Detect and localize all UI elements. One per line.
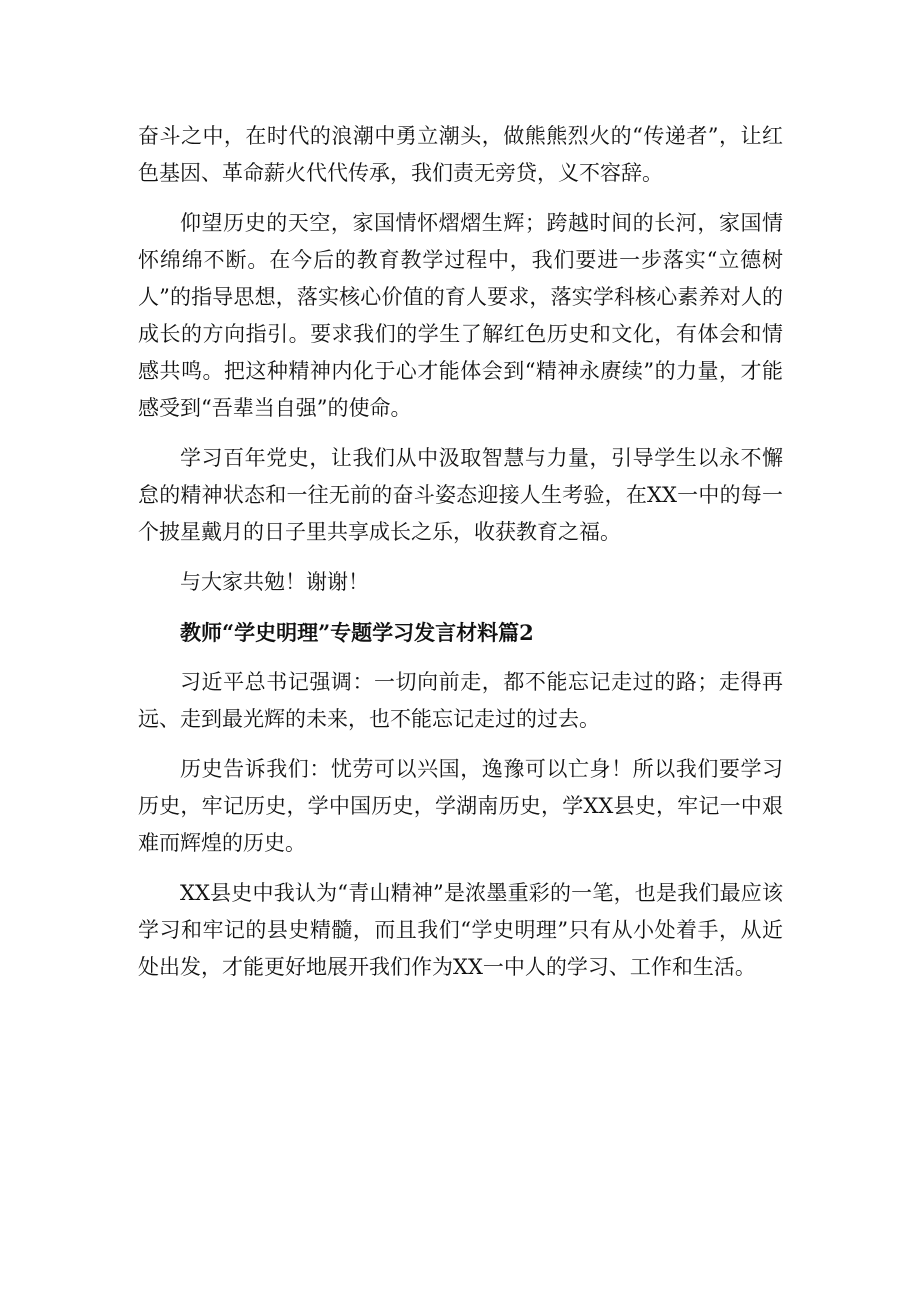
closing-paragraph: 与大家共勉！谢谢！ [180, 570, 369, 594]
continuation-paragraph: 奋斗之中，在时代的浪潮中勇立潮头，做熊熊烈火的“传递者”，让红色基因、革命薪火代代传承，我们责无旁贷，义不容辞。 [138, 124, 783, 185]
body-paragraph: XX县史中我认为“青山精神”是浓墨重彩的一笔，也是我们最应该学习和牢记的县史精髓，而且我们“学史明理”只有从小处着手，从近处出发，才能更好地展开我们作为XX一中人的学习、工作和生活。 [138, 881, 783, 979]
section-heading: 教师“学史明理”专题学习发言材料篇2 [180, 620, 534, 645]
body-paragraph: 习近平总书记强调：一切向前走，都不能忘记走过的路；走得再远、走到最光辉的未来，也不能忘记走过的过去。 [138, 670, 783, 731]
body-paragraph: 仰望历史的天空，家国情怀熠熠生辉；跨越时间的长河，家国情怀绵绵不断。在今后的教育教学过程中，我们要进一步落实“立德树人”的指导思想，落实核心价值的育人要求，落实学科核心素养对人的成长的方向指引。要求我们的学生了解红色历史和文化，有体会和情感共鸣。把这种精神内化于心才能体会到“精神永赓续”的力量，才能感受到“吾辈当自强”的使命。 [138, 211, 783, 420]
body-paragraph: 学习百年党史，让我们从中汲取智慧与力量，引导学生以永不懈怠的精神状态和一往无前的奋斗姿态迎接人生考验，在XX一中的每一个披星戴月的日子里共享成长之乐，收获教育之福。 [138, 446, 783, 544]
document-body [138, 118, 783, 999]
body-paragraph: 历史告诉我们：忧劳可以兴国，逸豫可以亡身！所以我们要学习历史，牢记历史，学中国历史，学湖南历史，学XX县史，牢记一中艰难而辉煌的历史。 [138, 757, 783, 855]
